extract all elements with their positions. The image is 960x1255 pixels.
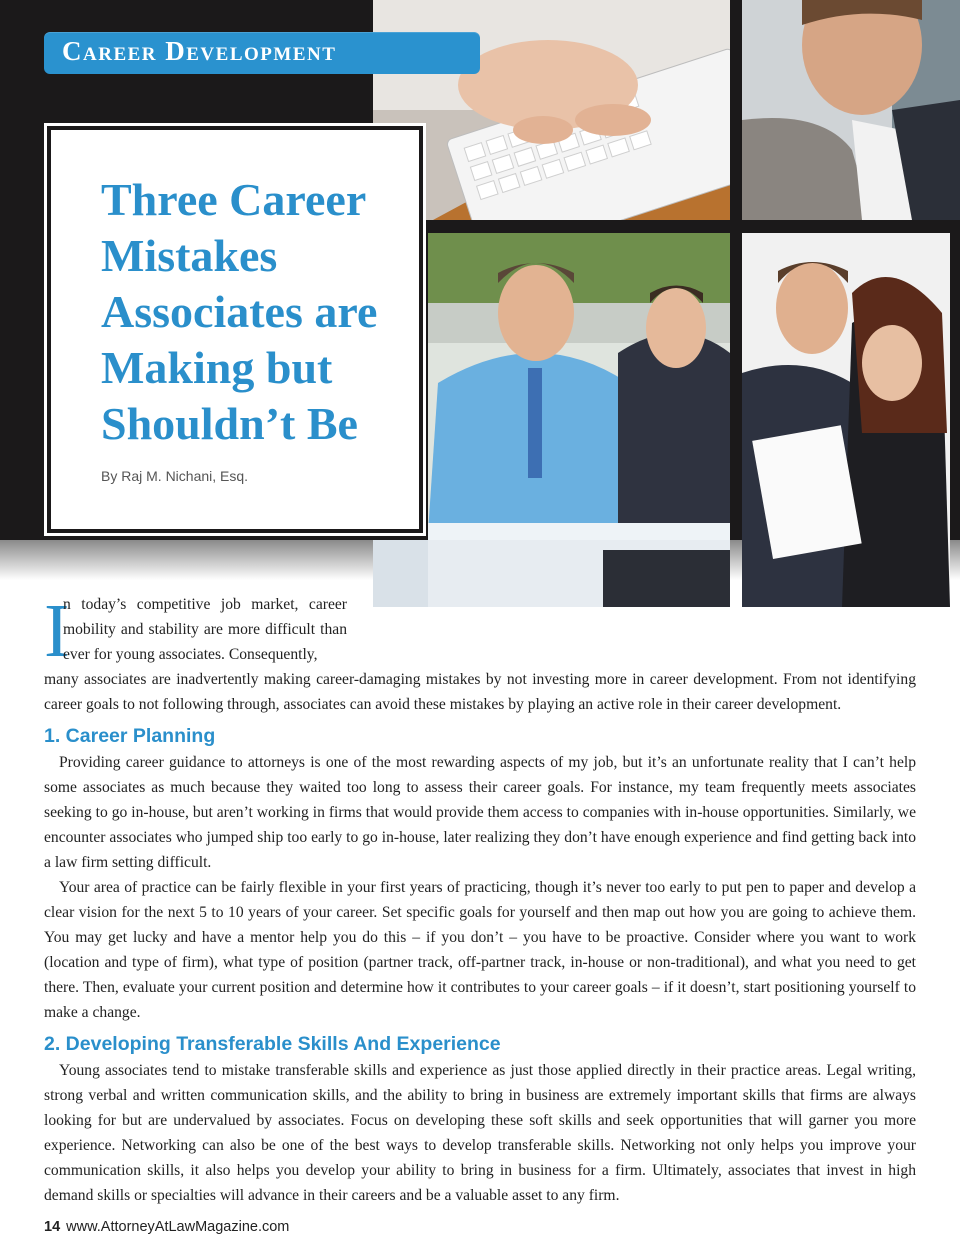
page-footer	[44, 1219, 289, 1235]
section-banner	[44, 32, 480, 74]
article-title: Three Career Mistakes Associates are Making but Shouldn’t Be	[101, 174, 378, 449]
businessman-photo	[742, 0, 960, 220]
paragraph: Young associates tend to mistake transferable skills and experience as just those applied directly in their practice areas. Legal writing, strong verbal and written communication skills, and the ability to bring in business are extremely important skills that firms are always looking for but are undervalued by associates. Focus on developing these soft skills and seek opportunities that will garner you more experience. Networking can also be one of the best ways to develop transferable skills. Networking not only helps you improve your communication skills, it also helps you develop your ability to bring in business for a firm. Ultimately, associates that invest in high demand skills or specialties will advance in their careers and be a valuable asset to any firm.	[44, 1062, 916, 1204]
intro	[44, 589, 916, 717]
title-card	[47, 126, 423, 533]
paragraph: Providing career guidance to attorneys is one of the most rewarding aspects of my job, but it’s an unfortunate reality that I can’t help some associates as much because they waited too long to assess their career goals. For instance, my team frequently meets associates seeking to go in-house, but aren’t working in firms that would provide them access to companies with in-house opportunities. Similarly, we encounter associates who jumped ship too early to go in-house, later realizing they don’t have enough experience and find getting back into a law firm setting difficult.	[44, 754, 916, 871]
section-heading-career-planning: 1. Career Planning	[44, 725, 216, 747]
page-number: 14	[44, 1219, 61, 1235]
paragraph: Your area of practice can be fairly flexible in your first years of practicing, though it’s never too early to put pen to paper and develop a clear vision for the next 5 to 10 years of your career. Set specific goals for yourself and then map out how you are going to achieve them. You may get lucky and have a mentor help you do this – if you don’t – you have to be proactive. Consider where you want to work (location and type of firm), what type of position (partner track, off-partner track, in-house or non-traditional), and what you need to get there. Then, evaluate your current position and determine how it contributes to your career goals – if it doesn’t, start positioning yourself to make a change.	[44, 879, 916, 1021]
intro-paragraph: many associates are inadvertently making career-damaging mistakes by not investing more in career development. From not identifying career goals to not following through, associates can avoid these mistakes by playing an active role in their career development.	[44, 671, 916, 713]
businesspeople-phone-photo	[742, 233, 950, 607]
drop-cap: I	[44, 589, 70, 673]
article-body	[44, 589, 916, 1208]
intro-first-lines: n today’s competitive job market, career mobility and stability are more difficult than ever for young associates. Consequently,	[63, 596, 347, 663]
section-heading-transferable-skills: 2. Developing Transferable Skills And Experience	[44, 1033, 501, 1055]
magazine-url: www.AttorneyAtLawMagazine.com	[66, 1219, 290, 1235]
section-label: Career Development	[62, 36, 337, 66]
byline: By Raj M. Nichani, Esq.	[101, 468, 249, 484]
